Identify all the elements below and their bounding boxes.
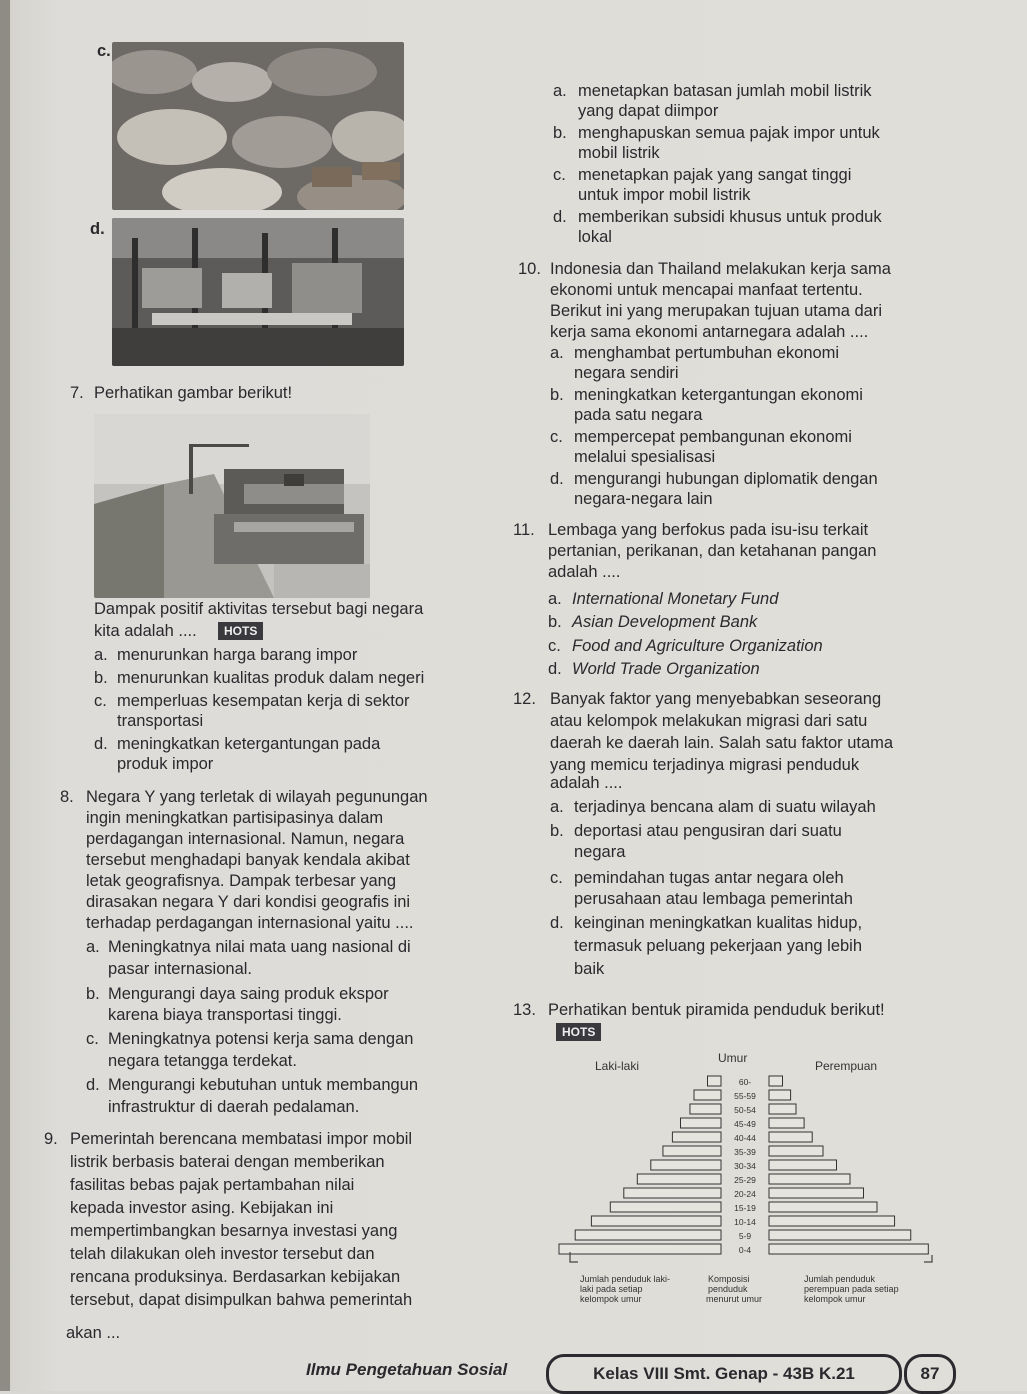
q12-option-c-letter: c.	[550, 869, 563, 887]
pyramid-age-label-55-59: 55-59	[734, 1091, 756, 1101]
q8-option-c-letter: c.	[86, 1030, 99, 1048]
q10-option-c-line1: mempercepat pembangunan ekonomi	[574, 428, 852, 446]
q12-option-c-line2: perusahaan atau lembaga pemerintah	[574, 890, 853, 908]
q8-line3: perdagangan internasional. Namun, negara	[86, 830, 405, 848]
q7-option-b-line1: menurunkan kualitas produk dalam negeri	[117, 669, 425, 687]
q12-number: 12.	[513, 690, 536, 708]
photo-harbor-ship	[94, 414, 370, 598]
pyramid-bar-female-40-44	[769, 1132, 812, 1142]
q8-number: 8.	[60, 788, 74, 806]
q11-line1: Lembaga yang berfokus pada isu-isu terkait	[548, 521, 869, 539]
q6-option-d-line1: memberikan subsidi khusus untuk produk	[578, 208, 882, 226]
photo-c-goods	[112, 42, 404, 210]
q10-option-b-line1: meningkatkan ketergantungan ekonomi	[574, 386, 863, 404]
q10-option-a-line1: menghambat pertumbuhan ekonomi	[574, 344, 840, 362]
q10-option-c-line2: melalui spesialisasi	[574, 448, 716, 466]
q11-line2: pertanian, perikanan, dan ketahanan pangan	[548, 542, 877, 560]
q10-option-d-line2: negara-negara lain	[574, 490, 713, 508]
q12-line3: daerah ke daerah lain. Salah satu faktor utama	[550, 734, 894, 752]
q8-option-b-letter: b.	[86, 985, 100, 1003]
q7-option-b-letter: b.	[94, 669, 108, 687]
q12-line5: adalah ....	[550, 774, 623, 792]
pyramid-caption-right-1: Jumlah penduduk	[804, 1274, 876, 1284]
q11-line3: adalah ....	[548, 563, 621, 581]
pyramid-bar-female-60-	[769, 1076, 783, 1086]
q10-option-d-letter: d.	[550, 470, 564, 488]
q6-option-b-line1: menghapuskan semua pajak impor untuk	[578, 124, 880, 142]
q12-option-b-line1: deportasi atau pengusiran dari suatu	[574, 822, 842, 840]
q10-line4: kerja sama ekonomi antarnegara adalah ....	[550, 323, 869, 341]
pyramid-bar-female-50-54	[769, 1104, 796, 1114]
q9-number: 9.	[44, 1130, 58, 1148]
pyramid-caption-mid-3: menurut umur	[706, 1294, 763, 1304]
pyramid-age-label-10-14: 10-14	[734, 1217, 756, 1227]
pyramid-age-label-30-34: 30-34	[734, 1161, 756, 1171]
pyramid-age-label-25-29: 25-29	[734, 1175, 756, 1185]
q11-number: 11.	[513, 521, 535, 539]
q8-option-c-line2: negara tetangga terdekat.	[108, 1052, 297, 1070]
q12-option-a-line1: terjadinya bencana alam di suatu wilayah	[574, 798, 876, 816]
q10-line2: ekonomi untuk mencapai manfaat tertentu.	[550, 281, 863, 299]
q8-line6: dirasakan negara Y dari kondisi geografis ini	[86, 893, 411, 911]
q13-number: 13.	[513, 1001, 536, 1019]
q10-option-a-letter: a.	[550, 344, 564, 362]
q11-option-c-text: Food and Agriculture Organization	[572, 637, 823, 655]
q10-option-b-letter: b.	[550, 386, 564, 404]
q7-option-c-line1: memperluas kesempatan kerja di sektor	[117, 692, 410, 710]
q9-line9: akan ...	[66, 1324, 121, 1342]
q6-option-d-line2: lokal	[578, 228, 612, 246]
q7-option-d-line1: meningkatkan ketergantungan pada	[117, 735, 381, 753]
pyramid-title-male: Laki-laki	[595, 1059, 640, 1073]
q9-line2: listrik berbasis baterai dengan memberikan	[70, 1153, 385, 1171]
book-spine	[0, 0, 10, 1391]
pyramid-bar-male-25-29	[637, 1174, 721, 1184]
q7-option-d-letter: d.	[94, 735, 108, 753]
pyramid-bar-male-55-59	[694, 1090, 721, 1100]
q7-option-d-line2: produk impor	[117, 755, 214, 773]
q10-number: 10.	[518, 260, 541, 278]
q7-option-a-line1: menurunkan harga barang impor	[117, 646, 358, 664]
q7-stem-line2: kita adalah ....	[94, 622, 197, 640]
q11-option-c-letter: c.	[548, 637, 561, 655]
q8-line1: Negara Y yang terletak di wilayah pegunungan	[86, 788, 428, 806]
q9-line8: tersebut, dapat disimpulkan bahwa pemerintah	[70, 1291, 413, 1309]
q9-line7: rencana produksinya. Berdasarkan kebijakan	[70, 1268, 401, 1286]
q10-option-b-line2: pada satu negara	[574, 406, 703, 424]
pyramid-age-label-5-9: 5-9	[738, 1231, 752, 1241]
pyramid-bar-male-15-19	[610, 1202, 721, 1212]
q12-option-b-letter: b.	[550, 822, 564, 840]
photo-c-label: c.	[97, 42, 111, 60]
pyramid-caption-right-3: kelompok umur	[804, 1294, 866, 1304]
pyramid-bar-male-40-44	[672, 1132, 721, 1142]
q13-title: Perhatikan bentuk piramida penduduk berikut!	[548, 1001, 885, 1019]
pyramid-caption-right-2: perempuan pada setiap	[804, 1284, 899, 1294]
pyramid-bar-female-25-29	[769, 1174, 850, 1184]
q6-option-a-line2: yang dapat diimpor	[578, 102, 719, 120]
q8-option-d-line1: Mengurangi kebutuhan untuk membangun	[108, 1076, 419, 1094]
q8-option-d-line2: infrastruktur di daerah pedalaman.	[108, 1098, 360, 1116]
pyramid-age-label-50-54: 50-54	[734, 1105, 756, 1115]
q9-line6: telah dilakukan oleh investor tersebut dan	[70, 1245, 375, 1263]
pyramid-bar-male-60-	[708, 1076, 722, 1086]
q8-option-a-letter: a.	[86, 938, 100, 956]
pyramid-age-label-60-: 60-	[738, 1077, 752, 1087]
pyramid-age-label-20-24: 20-24	[734, 1189, 756, 1199]
q7-title: Perhatikan gambar berikut!	[94, 384, 293, 402]
q10-line1: Indonesia dan Thailand melakukan kerja sama	[550, 260, 891, 278]
q10-option-c-letter: c.	[550, 428, 563, 446]
q7-option-c-line2: transportasi	[117, 712, 204, 730]
q6-option-c-letter: c.	[553, 166, 566, 184]
pyramid-bar-female-5-9	[769, 1230, 911, 1240]
pyramid-age-label-15-19: 15-19	[734, 1203, 756, 1213]
footer-page-number: 87	[904, 1354, 956, 1394]
q8-option-b-line1: Mengurangi daya saing produk ekspor	[108, 985, 389, 1003]
q8-line4: tersebut menghadapi banyak kendala akibat	[86, 851, 410, 869]
pyramid-bar-male-35-39	[663, 1146, 721, 1156]
pyramid-caption-left-2: laki pada setiap	[580, 1284, 643, 1294]
q9-line4: kepada investor asing. Kebijakan ini	[70, 1199, 334, 1217]
q9-line3: fasilitas bebas pajak pertambahan nilai	[70, 1176, 355, 1194]
pyramid-title-female: Perempuan	[815, 1059, 878, 1073]
q8-line2: ingin meningkatkan partisipasinya dalam	[86, 809, 384, 827]
q6-option-c-line2: untuk impor mobil listrik	[578, 186, 751, 204]
q8-option-a-line1: Meningkatnya nilai mata uang nasional di	[108, 938, 411, 956]
pyramid-age-label-40-44: 40-44	[734, 1133, 756, 1143]
q12-option-d-line3: baik	[574, 960, 605, 978]
q7-hots-badge: HOTS	[218, 622, 263, 640]
photo-d-label: d.	[90, 220, 105, 238]
pyramid-bar-male-10-14	[591, 1216, 721, 1226]
q7-option-a-letter: a.	[94, 646, 108, 664]
q6-option-a-letter: a.	[553, 82, 567, 100]
q8-option-c-line1: Meningkatnya potensi kerja sama dengan	[108, 1030, 414, 1048]
pyramid-bar-female-30-34	[769, 1160, 837, 1170]
q13-hots-badge: HOTS	[556, 1023, 601, 1041]
q7-option-c-letter: c.	[94, 692, 107, 710]
q6-option-b-line2: mobil listrik	[578, 144, 660, 162]
q8-option-a-line2: pasar internasional.	[108, 960, 253, 978]
q12-option-d-line2: termasuk peluang pekerjaan yang lebih	[574, 937, 863, 955]
q12-option-b-line2: negara	[574, 843, 626, 861]
pyramid-caption-mid-1: Komposisi	[708, 1274, 750, 1284]
pyramid-bar-male-45-49	[681, 1118, 722, 1128]
population-pyramid	[540, 1040, 950, 1322]
q10-option-a-line2: negara sendiri	[574, 364, 679, 382]
q12-line1: Banyak faktor yang menyebabkan seseorang	[550, 690, 882, 708]
q9-line5: mempertimbangkan besarnya investasi yang	[70, 1222, 398, 1240]
photo-d-factory	[112, 218, 404, 366]
pyramid-title-age: Umur	[718, 1051, 748, 1065]
pyramid-bar-female-35-39	[769, 1146, 823, 1156]
pyramid-bar-female-20-24	[769, 1188, 864, 1198]
q11-option-b-letter: b.	[548, 613, 562, 631]
q6-option-a-line1: menetapkan batasan jumlah mobil listrik	[578, 82, 872, 100]
pyramid-age-label-45-49: 45-49	[734, 1119, 756, 1129]
q7-number: 7.	[70, 384, 84, 402]
q8-option-d-letter: d.	[86, 1076, 100, 1094]
pyramid-bar-female-55-59	[769, 1090, 791, 1100]
pyramid-bar-female-10-14	[769, 1216, 895, 1226]
pyramid-caption-left-1: Jumlah penduduk laki-	[580, 1274, 671, 1284]
q11-option-d-letter: d.	[548, 660, 562, 678]
footer-class-info: Kelas VIII Smt. Genap - 43B K.21	[546, 1354, 902, 1394]
pyramid-bracket-right	[924, 1255, 932, 1262]
q6-option-c-line1: menetapkan pajak yang sangat tinggi	[578, 166, 852, 184]
pyramid-bar-male-20-24	[624, 1188, 721, 1198]
q11-option-a-letter: a.	[548, 590, 562, 608]
footer-subject: Ilmu Pengetahuan Sosial	[306, 1360, 508, 1379]
q12-line2: atau kelompok melakukan migrasi dari satu	[550, 712, 868, 730]
pyramid-bar-male-50-54	[690, 1104, 721, 1114]
q12-option-d-line1: keinginan meningkatkan kualitas hidup,	[574, 914, 863, 932]
q11-option-b-text: Asian Development Bank	[572, 613, 758, 631]
q11-option-a-text: International Monetary Fund	[572, 590, 779, 608]
q12-option-c-line1: pemindahan tugas antar negara oleh	[574, 869, 844, 887]
q12-option-a-letter: a.	[550, 798, 564, 816]
pyramid-bar-male-30-34	[651, 1160, 721, 1170]
q10-option-d-line1: mengurangi hubungan diplomatik dengan	[574, 470, 878, 488]
pyramid-bar-male-5-9	[575, 1230, 721, 1240]
pyramid-bar-female-15-19	[769, 1202, 877, 1212]
q8-line5: letak geografisnya. Dampak terbesar yang	[86, 872, 397, 890]
pyramid-bar-female-45-49	[769, 1118, 804, 1128]
pyramid-age-label-35-39: 35-39	[734, 1147, 756, 1157]
q8-option-b-line2: karena biaya transportasi tinggi.	[108, 1006, 342, 1024]
pyramid-bar-female-0-4	[769, 1244, 928, 1254]
pyramid-bar-male-0-4	[559, 1244, 721, 1254]
q6-option-d-letter: d.	[553, 208, 567, 226]
q6-option-b-letter: b.	[553, 124, 567, 142]
q12-option-d-letter: d.	[550, 914, 564, 932]
q11-option-d-text: World Trade Organization	[572, 660, 760, 678]
q7-stem-line1: Dampak positif aktivitas tersebut bagi negara	[94, 600, 424, 618]
pyramid-caption-left-3: kelompok umur	[580, 1294, 642, 1304]
q9-line1: Pemerintah berencana membatasi impor mobil	[70, 1130, 413, 1148]
q10-line3: Berikut ini yang merupakan tujuan utama dari	[550, 302, 883, 320]
q12-line4: yang memicu terjadinya migrasi penduduk	[550, 756, 860, 774]
pyramid-age-label-0-4: 0-4	[738, 1245, 752, 1255]
pyramid-caption-mid-2: penduduk	[708, 1284, 748, 1294]
q8-line7: terhadap perdagangan internasional yaitu ....	[86, 914, 414, 932]
